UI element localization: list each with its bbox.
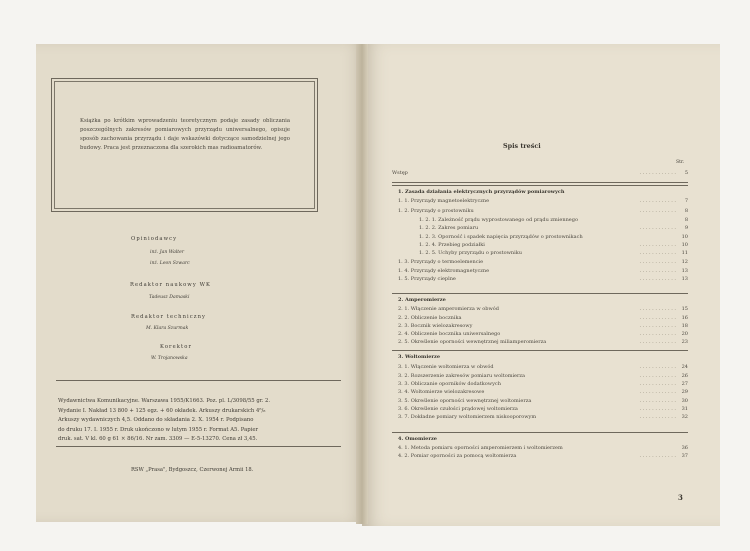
toc-leader-dots: . . . . . . . . . . . . xyxy=(639,381,676,387)
toc-leader-dots: . . . . . . . . . . . . xyxy=(639,414,676,420)
toc-label: 1. Zasada działania elektrycznych przyrządów pomiarowych xyxy=(398,189,565,195)
toc-rule-top xyxy=(392,182,688,183)
toc-page-number: 26 xyxy=(681,373,688,379)
toc-label: 1. 5. Przyrządy cieplne xyxy=(398,276,456,282)
toc-leader-dots: . . . . . . . . . . . . xyxy=(639,331,676,337)
toc-leader-dots: . . . . . . . . . . . . xyxy=(639,373,676,379)
imprint-line: druk. sat. V kl. 60 g 61 × 86/16. Nr zam. 3309 — E-5-13270. Cena zł 3,45. xyxy=(58,436,258,443)
toc-entry xyxy=(392,306,688,314)
toc-leader-dots: . . . . . . . . . . . . xyxy=(639,225,676,231)
toc-label: 1. 1. Przyrządy magnetoelektryczne xyxy=(398,198,490,204)
chapter-rule xyxy=(392,185,688,186)
toc-chapter xyxy=(392,354,688,362)
toc-page-number: 10 xyxy=(681,234,688,240)
toc-page-number: 20 xyxy=(681,331,688,337)
imprint-rule-top xyxy=(56,380,341,381)
toc-label: 2. 1. Włączenie amperomierza w obwód xyxy=(398,306,499,312)
toc-page-number: 32 xyxy=(681,414,688,420)
toc-label: 4. Omomierze xyxy=(398,436,437,442)
toc-entry xyxy=(392,315,688,323)
imprint-line: do druku 17. I. 1955 r. Druk ukończono w lutym 1955 r. Format A5. Papier xyxy=(58,426,259,433)
toc-label: 3. Woltomierze xyxy=(398,354,441,360)
toc-entry xyxy=(392,225,688,233)
toc-leader-dots: . . . . . . . . . . . . xyxy=(639,268,676,274)
technical-editor-heading: Redaktor techniczny xyxy=(131,314,207,320)
toc-entry xyxy=(392,276,688,284)
chapter-rule xyxy=(392,432,688,433)
toc-entry xyxy=(392,259,688,267)
imprint-line: Arkuszy wydawniczych 4,5. Oddano do składania 2. X. 1954 r. Podpisano xyxy=(58,417,254,424)
toc-label: 1. 3. Przyrządy o termoelemencie xyxy=(398,259,484,265)
toc-label: Wstęp xyxy=(392,170,408,176)
toc-page-number: 13 xyxy=(681,276,688,282)
toc-label: 1. 2. 1. Zależność prądu wyprostowanego od prądu zmiennego xyxy=(419,217,578,223)
toc-leader-dots: . . . . . . . . . . . . xyxy=(639,170,676,176)
toc-label: 2. 2. Obliczenie bocznika xyxy=(398,315,462,321)
page-column-label: Str. xyxy=(676,160,685,165)
toc-leader-dots: . . . . . . . . . . . . xyxy=(639,339,676,345)
toc-page-number: 31 xyxy=(681,406,688,412)
toc-entry xyxy=(392,268,688,276)
chapter-rule xyxy=(392,293,688,294)
toc-entry xyxy=(392,381,688,389)
toc-leader-dots: . . . . . . . . . . . . xyxy=(639,315,676,321)
toc-entry xyxy=(392,414,688,422)
toc-leader-dots: . . . . . . . . . . . . xyxy=(639,250,676,256)
scientific-editor: Tadeusz Damaski xyxy=(149,295,190,300)
toc-page-number: 5 xyxy=(684,170,688,176)
toc-page-number: 11 xyxy=(681,250,688,256)
toc-entry xyxy=(392,217,688,225)
imprint-rule-bottom xyxy=(56,446,341,447)
toc-leader-dots: . . . . . . . . . . . . xyxy=(639,323,676,329)
toc-page-number: 36 xyxy=(681,445,688,451)
toc-page-number: 27 xyxy=(681,381,688,387)
toc-page-number: 8 xyxy=(684,217,688,223)
toc-label: 2. Amperomierze xyxy=(398,297,446,303)
toc-leader-dots: . . . . . . . . . . . . xyxy=(639,259,676,265)
toc-leader-dots: . . . . . . . . . . . . xyxy=(639,389,676,395)
toc-leader-dots: . . . . . . . . . . . . xyxy=(639,276,676,282)
toc-leader-dots: . . . . . . . . . . . . xyxy=(639,242,676,248)
toc-page-number: 8 xyxy=(684,208,688,214)
toc-leader-dots: . . . . . . . . . . . . xyxy=(639,306,676,312)
toc-page-number: 9 xyxy=(684,225,688,231)
toc-label: 3. 2. Rozszerzenie zakresów pomiaru woltomierza xyxy=(398,373,526,379)
toc-label: 2. 4. Obliczenie bocznika uniwersalnego xyxy=(398,331,501,337)
toc-entry xyxy=(392,323,688,331)
toc-entry xyxy=(392,453,688,461)
toc-entry xyxy=(392,406,688,414)
technical-editor: M. Klara Szurmak xyxy=(146,326,189,331)
toc-entry xyxy=(392,208,688,216)
book-gutter xyxy=(356,44,368,524)
book-description: Książka po krótkim wprowadzeniu teoretycznym podaje zasady obliczania poszczególnych zakresów pomiarowych przyrządu uniwersalnego, opisuje sposób zachowania przyrządu i daje wskazówki dotyczące samodzielnej jego budowy. Praca jest przeznaczona dla szerokich mas radioamatorów. xyxy=(80,118,290,151)
toc-label: 4. 2. Pomiar oporności za pomocą woltomierza xyxy=(398,453,517,459)
toc-entry xyxy=(392,198,688,206)
toc-page-number: 7 xyxy=(684,198,688,204)
toc-label: 3. 5. Określenie oporności wewnętrznej woltomierza xyxy=(398,398,532,404)
toc-leader-dots: . . . . . . . . . . . . xyxy=(639,406,676,412)
toc-label: 1. 2. 4. Przebieg podziałki xyxy=(419,242,485,248)
toc-entry xyxy=(392,373,688,381)
toc-label: 3. 6. Określenie czułości prądowej woltomierza xyxy=(398,406,518,412)
toc-entry xyxy=(392,331,688,339)
toc-label: 3. 4. Woltomierze wielozakresowe xyxy=(398,389,485,395)
toc-page-number: 24 xyxy=(681,364,688,370)
toc-entry xyxy=(392,234,688,242)
toc-title: Spis treści xyxy=(503,142,541,150)
proofreader: W. Trojanowska xyxy=(151,356,188,361)
toc-label: 2. 5. Określenie oporności wewnętrznej miliamperomierza xyxy=(398,339,547,345)
toc-page-number: 37 xyxy=(681,453,688,459)
printer-line: RSW „Prasa", Bydgoszcz, Czerwonej Armii 18. xyxy=(131,467,254,473)
imprint-line: Wydawnictwa Komunikacyjne. Warszawa 1955/K1663. Poz. pl. L/3098/55 gr. 2. xyxy=(58,398,271,404)
toc-page-number: 30 xyxy=(681,398,688,404)
toc-entry xyxy=(392,242,688,250)
toc-label: 3. 3. Obliczanie oporników dodatkowych xyxy=(398,381,501,387)
reviewers-heading: Opiniodawcy xyxy=(131,236,178,242)
toc-label: 3. 7. Dokładne pomiary woltomierzem niskooporowym xyxy=(398,414,537,420)
toc-label: 3. 1. Włączenie woltomierza w obwód xyxy=(398,364,494,370)
toc-leader-dots: . . . . . . . . . . . . xyxy=(639,208,676,214)
toc-leader-dots: . . . . . . . . . . . . xyxy=(639,453,676,459)
imprint-line: Wydanie I. Nakład 13 800 + 125 egz. + 60 okładek. Arkuszy drukarskich 4⁶/₈ xyxy=(58,407,266,414)
toc-leader-dots: . . . . . . . . . . . . xyxy=(639,198,676,204)
toc-page-number: 10 xyxy=(681,242,688,248)
reviewer-2: inż. Leon Szwarc xyxy=(150,261,190,266)
toc-label: 1. 2. 3. Oporność i spadek napięcia przyrządów o prostownikach xyxy=(419,234,583,240)
toc-chapter xyxy=(392,436,688,444)
toc-page-number: 18 xyxy=(681,323,688,329)
toc-leader-dots: . . . . . . . . . . . . xyxy=(639,398,676,404)
toc-page-number: 29 xyxy=(681,389,688,395)
page-number: 3 xyxy=(678,493,683,502)
toc-page-number: 12 xyxy=(681,259,688,265)
toc-chapter xyxy=(392,297,688,305)
toc-label: 1. 2. Przyrządy o prostowniku xyxy=(398,208,474,214)
toc-entry xyxy=(392,364,688,372)
chapter-rule xyxy=(392,350,688,351)
toc-entry xyxy=(392,339,688,347)
toc-entry xyxy=(392,170,688,178)
toc-label: 1. 2. 2. Zakres pomiaru xyxy=(419,225,479,231)
toc-page-number: 16 xyxy=(681,315,688,321)
toc-label: 2. 3. Bocznik wielozakresowy xyxy=(398,323,473,329)
scientific-editor-heading: Redaktor naukowy WK xyxy=(130,282,212,288)
reviewer-1: inż. Jan Walter xyxy=(150,250,185,255)
toc-chapter xyxy=(392,189,688,197)
toc-label: 1. 2. 5. Uchyby przyrządu o prostowniku xyxy=(419,250,522,256)
toc-leader-dots: . . . . . . . . . . . . xyxy=(639,364,676,370)
toc-label: 4. 1. Metoda pomiaru oporności amperomierzem i woltomierzem xyxy=(398,445,563,451)
imprint-block xyxy=(58,397,340,445)
toc-entry xyxy=(392,445,688,453)
toc-entry xyxy=(392,250,688,258)
toc-page-number: 23 xyxy=(681,339,688,345)
toc-entry xyxy=(392,389,688,397)
toc-label: 1. 4. Przyrządy elektromagnetyczne xyxy=(398,268,490,274)
proofreader-heading: Korektor xyxy=(160,344,193,350)
toc-page-number: 13 xyxy=(681,268,688,274)
toc-entry xyxy=(392,398,688,406)
toc-page-number: 15 xyxy=(681,306,688,312)
